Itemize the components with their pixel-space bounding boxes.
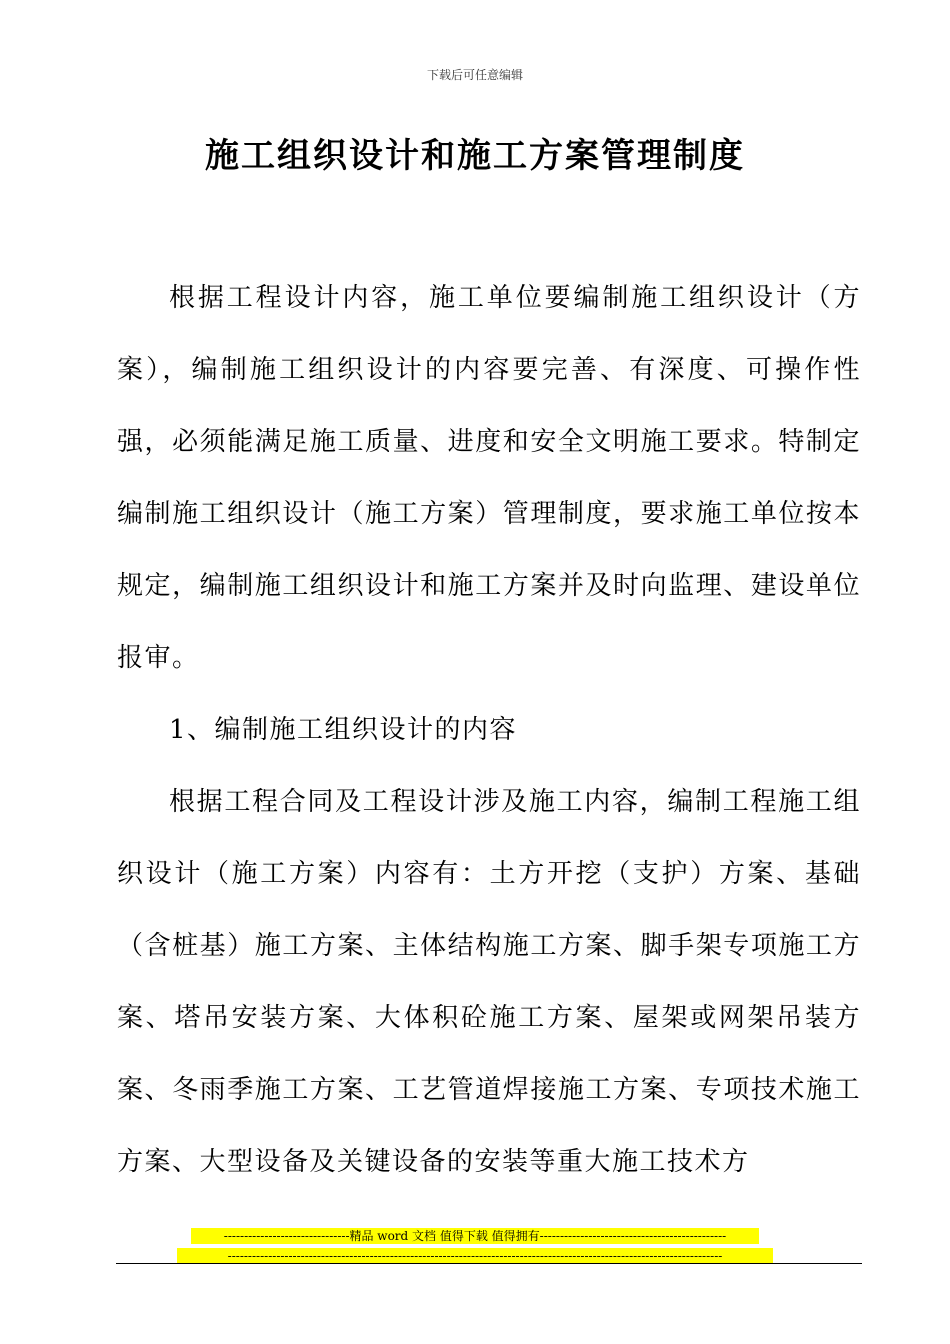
footer-line-1: -------------------------------精品 word 文档 值得下载 值得拥有---------------------------------------------- bbox=[191, 1228, 759, 1244]
footer-rule bbox=[116, 1263, 862, 1264]
page-header: 下载后可任意编辑 bbox=[426, 68, 523, 82]
footer-line-2: -------------------------------------------------------------------------------------------------------------------------- bbox=[177, 1248, 773, 1264]
section-heading: 1、编制施工组织设计的内容 bbox=[169, 715, 518, 745]
footer-banner bbox=[0, 1228, 950, 1268]
content-paragraph: 根据工程合同及工程设计涉及施工内容，编制工程施工组织设计（施工方案）内容有：土方开挖（支护）方案、基础（含桩基）施工方案、主体结构施工方案、脚手架专项施工方案、塔吊安装方案、大体积砼施工方案、屋架或网架吊装方案、冬雨季施工方案、工艺管道焊接施工方案、专项技术施工方案、大型设备及关键设备的安装等重大施工技术方 bbox=[117, 787, 861, 1177]
intro-paragraph: 根据工程设计内容，施工单位要编制施工组织设计（方案），编制施工组织设计的内容要完善、有深度、可操作性强，必须能满足施工质量、进度和安全文明施工要求。特制定编制施工组织设计（施工方案）管理制度，要求施工单位按本规定，编制施工组织设计和施工方案并及时向监理、建设单位报审。 bbox=[117, 283, 861, 673]
document-body bbox=[117, 262, 861, 1198]
document-title: 施工组织设计和施工方案管理制度 bbox=[205, 136, 745, 176]
